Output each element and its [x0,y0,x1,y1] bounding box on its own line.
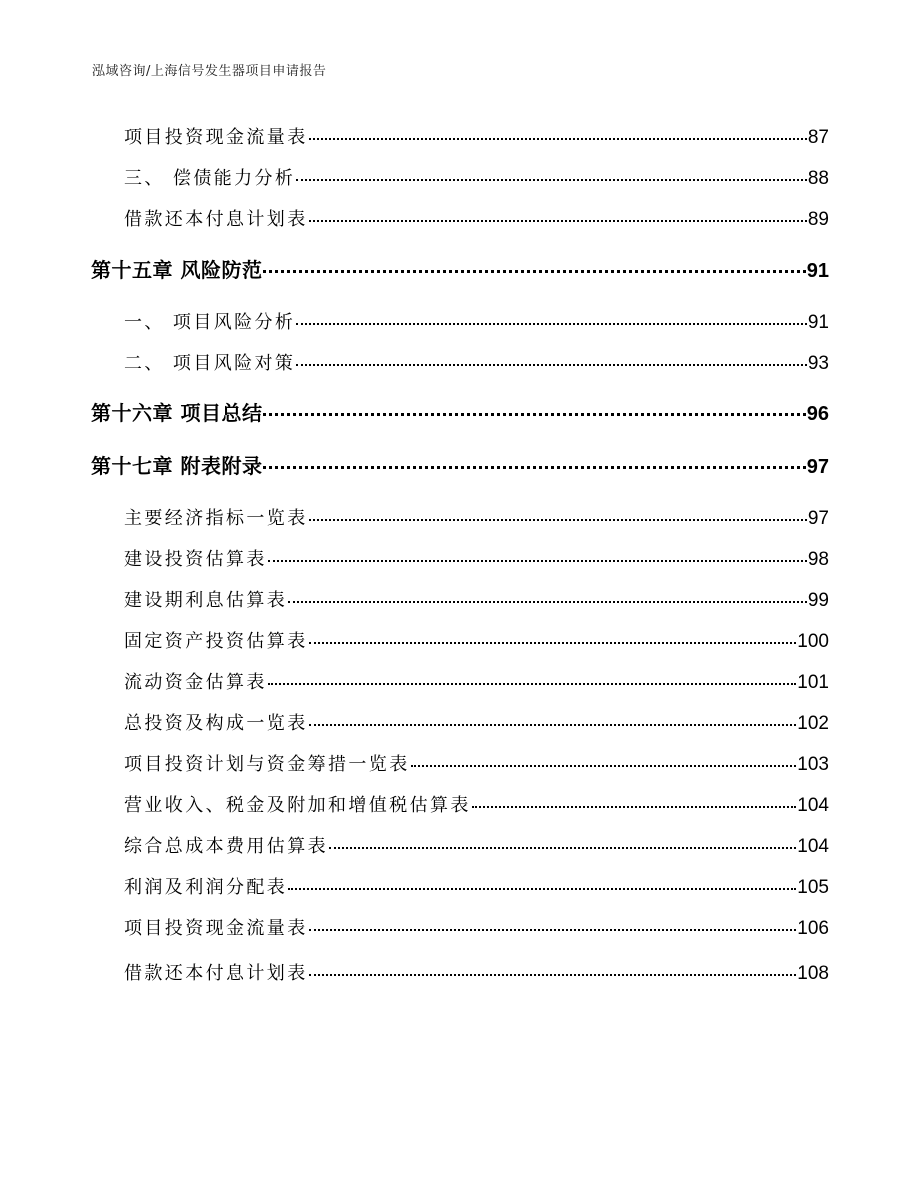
toc-entry-title: 第十七章 附表附录 [91,454,263,478]
toc-entry[interactable] [124,349,829,375]
toc-entry-title: 营业收入、税金及附加和增值税估算表 [124,795,471,816]
toc-entry-title: 项目投资现金流量表 [124,918,308,939]
toc-entry[interactable] [124,832,829,858]
toc-entry-page: 91 [806,260,829,282]
toc-entry-title: 二、 项目风险对策 [124,353,296,374]
toc-entry-page: 104 [797,836,829,857]
toc-dot-leader [411,752,797,770]
toc-entry-title: 主要经济指标一览表 [124,508,308,529]
toc-entry[interactable] [124,668,829,694]
toc-entry-title: 借款还本付息计划表 [124,209,308,230]
toc-entry[interactable] [124,205,829,231]
toc-dot-leader [329,834,796,852]
toc-dot-leader [268,547,807,565]
toc-entry-page: 98 [807,549,829,570]
toc-entry-page: 91 [807,312,829,333]
toc-entry-title: 总投资及构成一览表 [124,713,308,734]
toc-dot-leader [296,351,807,369]
toc-entry-page: 96 [806,403,829,425]
toc-chapter-entry[interactable] [91,254,829,282]
toc-dot-leader [296,310,807,328]
toc-entry-title: 流动资金估算表 [124,672,267,693]
toc-entry[interactable] [124,164,829,190]
toc-dot-leader [309,207,807,225]
toc-entry[interactable] [124,873,829,899]
toc-entry-page: 88 [807,168,829,189]
toc-entry-title: 第十五章 风险防范 [91,258,263,282]
toc-entry[interactable] [124,750,829,776]
toc-entry-page: 108 [797,963,829,984]
toc-entry-title: 利润及利润分配表 [124,877,288,898]
toc-dot-leader [296,166,807,184]
toc-dot-leader [288,875,796,893]
toc-dot-leader [309,629,797,647]
toc-dot-leader [472,793,796,811]
toc-entry-title: 建设期利息估算表 [124,590,288,611]
toc-entry[interactable] [124,308,829,334]
toc-entry-title: 建设投资估算表 [124,549,267,570]
toc-entry[interactable] [124,627,829,653]
toc-entry-page: 97 [807,508,829,529]
toc-entry-page: 102 [797,713,829,734]
toc-entry-title: 综合总成本费用估算表 [124,836,328,857]
toc-entry-title: 项目投资计划与资金筹措一览表 [124,754,410,775]
toc-entry-title: 项目投资现金流量表 [124,127,308,148]
toc-dot-leader [263,257,805,277]
toc-entry[interactable] [124,504,829,530]
toc-entry-page: 93 [807,353,829,374]
toc-entry[interactable] [124,709,829,735]
page-header: 泓域咨询/上海信号发生器项目申请报告 [92,64,327,79]
toc-dot-leader [288,588,807,606]
toc-entry-page: 89 [807,209,829,230]
toc-entry-page: 106 [797,918,829,939]
toc-entry-page: 100 [797,631,829,652]
toc-dot-leader [268,670,796,688]
toc-dot-leader [309,506,807,524]
toc-entry[interactable] [124,123,829,149]
toc-dot-leader [309,961,797,979]
toc-entry-title: 三、 偿债能力分析 [124,168,296,189]
toc-entry-title: 固定资产投资估算表 [124,631,308,652]
toc-entry[interactable] [124,914,829,940]
toc-entry[interactable] [124,791,829,817]
toc-entry-page: 99 [807,590,829,611]
toc-entry-page: 104 [797,795,829,816]
toc-entry-page: 101 [797,672,829,693]
toc-dot-leader [263,453,805,473]
toc-dot-leader [309,711,797,729]
toc-entry-title: 一、 项目风险分析 [124,312,296,333]
toc-entry-title: 第十六章 项目总结 [91,401,263,425]
toc-entry-title: 借款还本付息计划表 [124,963,308,984]
toc-entry[interactable] [124,545,829,571]
toc-dot-leader [309,125,807,143]
toc-entry[interactable] [124,959,829,985]
toc-chapter-entry[interactable] [91,397,829,425]
toc-dot-leader [309,916,797,934]
toc-chapter-entry[interactable] [91,450,829,478]
toc-entry-page: 97 [806,456,829,478]
toc-entry-page: 105 [797,877,829,898]
toc-dot-leader [263,400,805,420]
toc-entry[interactable] [124,586,829,612]
toc-entry-page: 103 [797,754,829,775]
toc-entry-page: 87 [807,127,829,148]
